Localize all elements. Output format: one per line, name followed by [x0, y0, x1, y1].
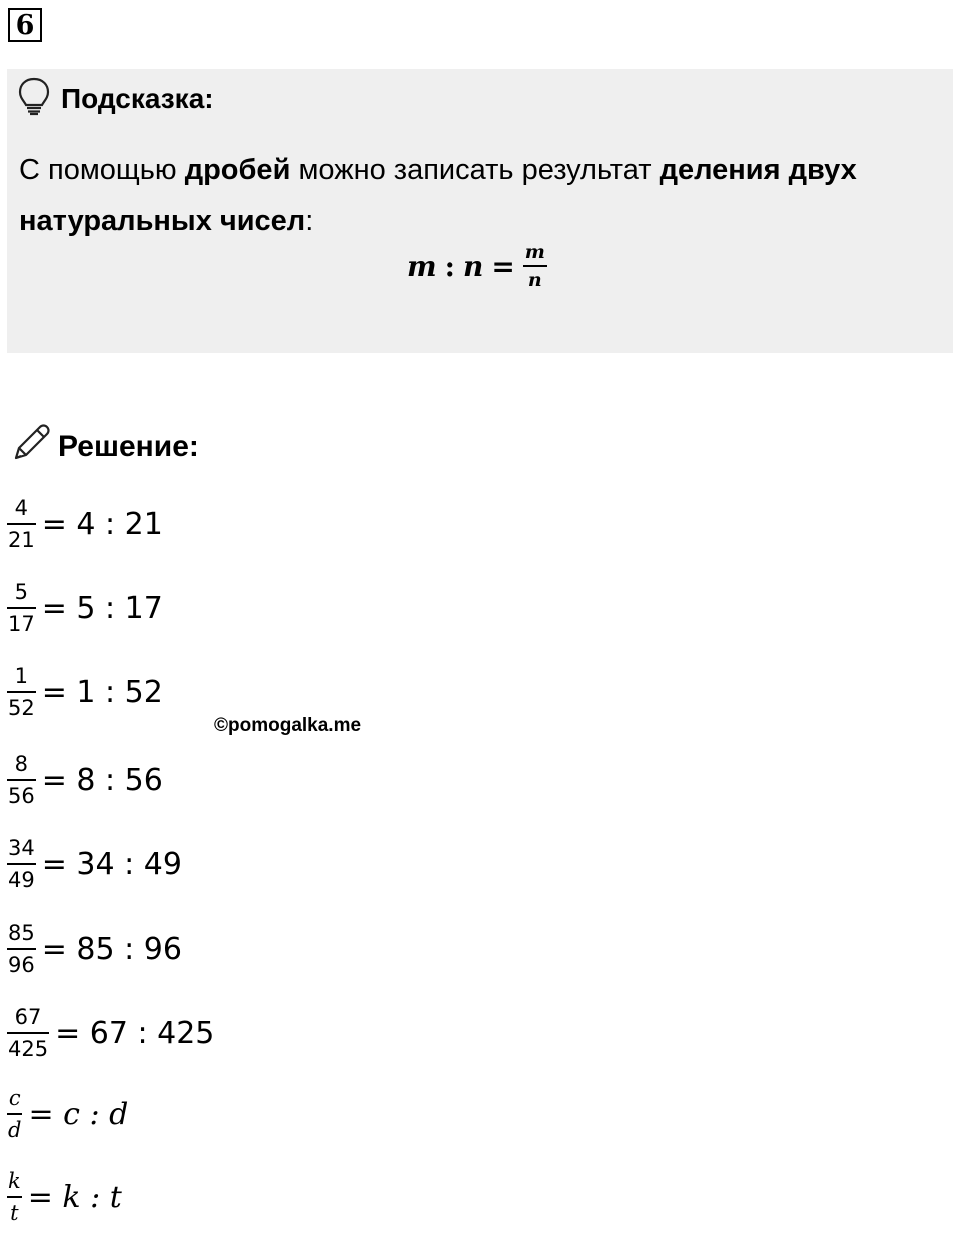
fraction: $\frac{34}{49}$	[8, 836, 35, 892]
fraction: $\frac{4}{21}$	[8, 496, 35, 552]
pencil-icon	[10, 422, 52, 472]
formula-fraction: m n	[524, 241, 545, 291]
equation-row: $\frac{8}{56}$ = 8 : 56	[8, 752, 163, 808]
equation-row: $\frac{4}{21}$ = 4 : 21	[8, 496, 163, 552]
equation-row: $\frac{5}{17}$ = 5 : 17	[8, 580, 163, 636]
hint-box	[7, 69, 953, 353]
hint-bold-division: деления двух натуральных чисел	[19, 154, 857, 237]
fraction: $\frac{1}{52}$	[8, 664, 35, 720]
equation-row: $\frac{34}{49}$ = 34 : 49	[8, 836, 182, 892]
hint-bold-fractions: дробей	[184, 154, 291, 186]
hint-text: С помощью дробей можно записать результат деления двух натуральных чисел:	[19, 154, 857, 237]
fraction: $\frac{85}{96}$	[8, 921, 35, 977]
fraction: $\frac{k}{t}$	[8, 1169, 21, 1225]
equation-row: $\frac{c}{d}$ = c : d	[8, 1086, 129, 1142]
lightbulb-icon	[17, 76, 51, 123]
fraction: $\frac{67}{425}$	[8, 1005, 49, 1061]
fraction: $\frac{8}{56}$	[8, 752, 35, 808]
watermark: ©pomogalka.me	[214, 715, 362, 736]
fraction: $\frac{c}{d}$	[8, 1086, 22, 1142]
solution-title: Решение:	[58, 430, 199, 463]
equation-row: $\frac{1}{52}$ = 1 : 52	[8, 664, 163, 720]
hint-header	[17, 79, 214, 119]
hint-title: Подсказка:	[61, 83, 214, 114]
equation-row: $\frac{85}{96}$ = 85 : 96	[8, 921, 182, 977]
hint-formula: m : n = m n	[407, 241, 545, 291]
equation-row: $\frac{67}{425}$ = 67 : 425	[8, 1005, 215, 1061]
fraction: $\frac{5}{17}$	[8, 580, 35, 636]
solution-header	[10, 424, 199, 470]
task-number: 6	[8, 8, 42, 42]
equation-row: $\frac{k}{t}$ = k : t	[8, 1169, 122, 1225]
